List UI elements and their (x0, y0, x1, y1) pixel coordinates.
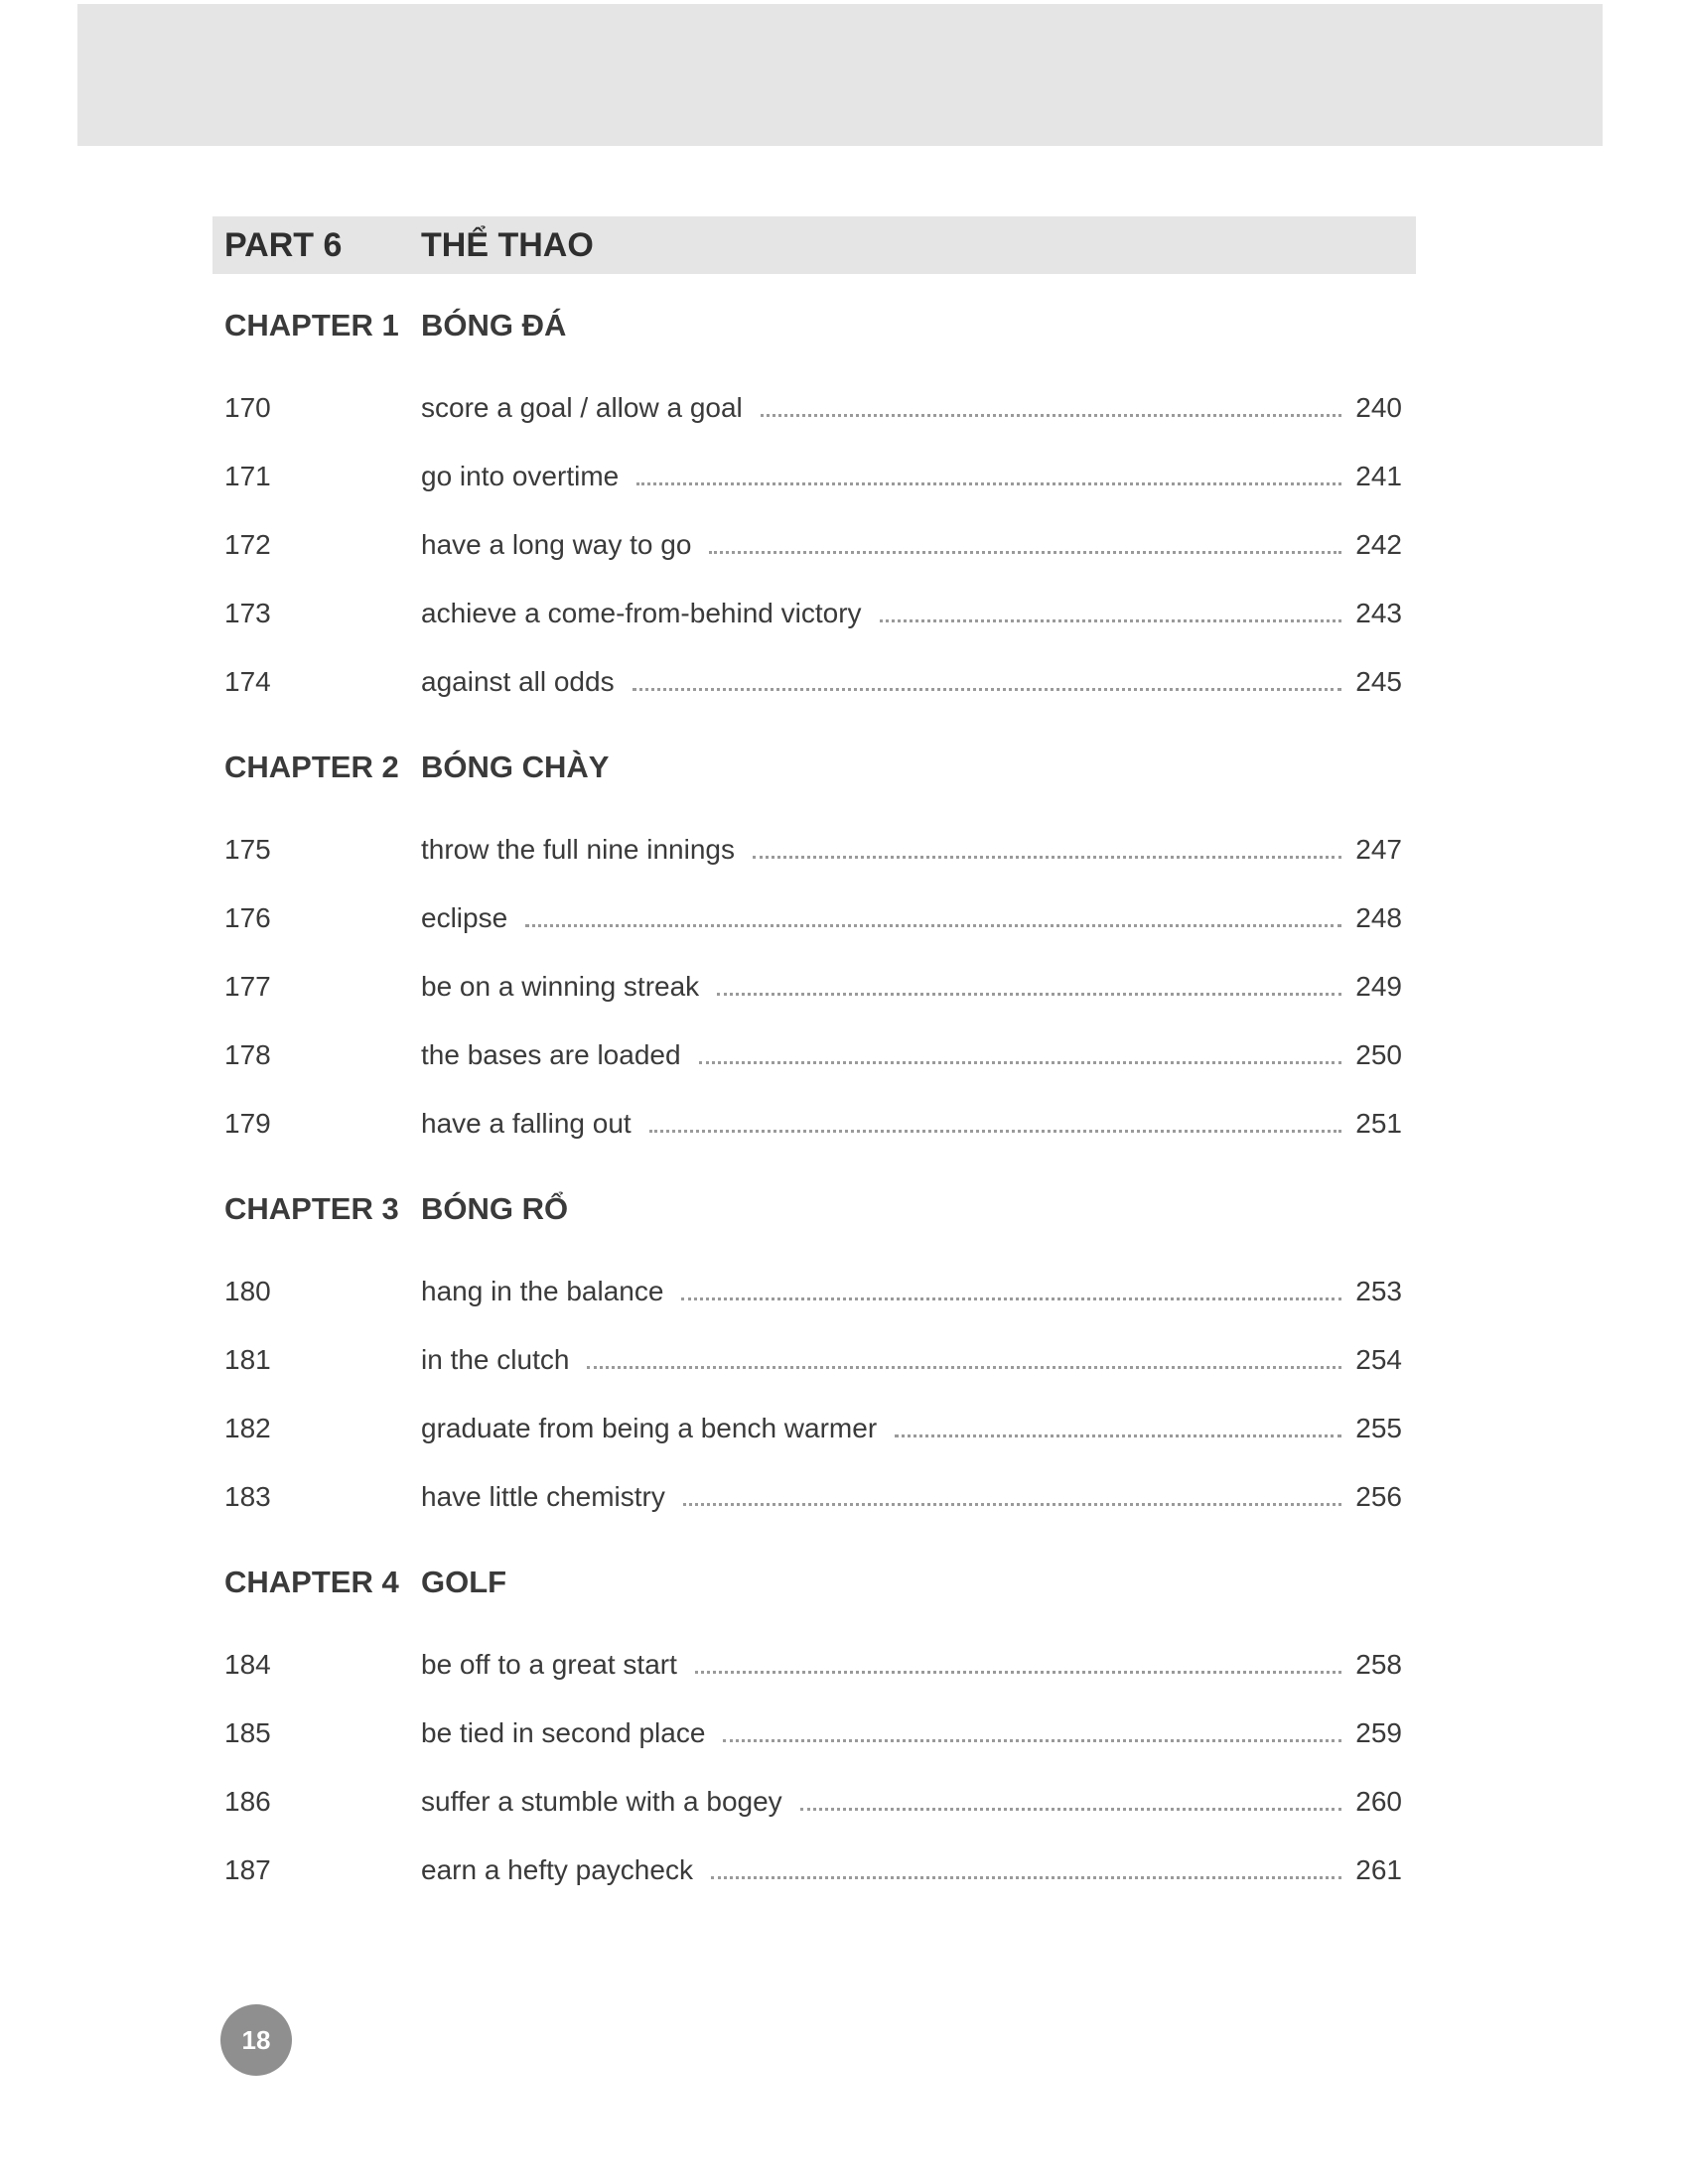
entry-number: 178 (224, 1038, 271, 1070)
entry-title: be tied in second place (421, 1716, 706, 1748)
chapter-heading (212, 1183, 1416, 1235)
entry-title: the bases are loaded (421, 1038, 681, 1070)
entry-number: 181 (224, 1343, 271, 1375)
chapter-label: CHAPTER 3 (224, 1191, 399, 1226)
entry-number: 180 (224, 1275, 271, 1306)
toc-entry[interactable] (212, 1257, 1416, 1325)
toc-entry[interactable] (212, 1325, 1416, 1394)
entry-title: achieve a come-from-behind victory (421, 597, 862, 628)
entry-page: 261 (1355, 1853, 1402, 1885)
entry-title: have a falling out (421, 1107, 632, 1139)
entry-title: suffer a stumble with a bogey (421, 1785, 782, 1817)
toc-entry[interactable] (212, 952, 1416, 1021)
entry-page: 248 (1355, 901, 1402, 933)
header-band (77, 4, 1603, 146)
entry-title: against all odds (421, 665, 615, 697)
chapter-heading (212, 1557, 1416, 1608)
entry-page: 253 (1355, 1275, 1402, 1306)
entry-number: 172 (224, 528, 271, 560)
dot-leader (711, 1876, 1341, 1879)
entry-title: hang in the balance (421, 1275, 664, 1306)
entry-number: 186 (224, 1785, 271, 1817)
toc-entry[interactable] (212, 373, 1416, 442)
toc-entry[interactable] (212, 579, 1416, 647)
toc-entry[interactable] (212, 1630, 1416, 1699)
chapter-title: BÓNG CHÀY (421, 750, 610, 784)
toc-entry[interactable] (212, 1767, 1416, 1836)
toc-entry[interactable] (212, 1462, 1416, 1531)
toc-entry[interactable] (212, 1699, 1416, 1767)
entry-number: 170 (224, 391, 271, 423)
chapter-label: CHAPTER 4 (224, 1565, 399, 1599)
entry-title: have little chemistry (421, 1480, 665, 1512)
chapter-heading (212, 300, 1416, 351)
chapter-label: CHAPTER 2 (224, 750, 399, 784)
entry-page: 259 (1355, 1716, 1402, 1748)
dot-leader (699, 1061, 1342, 1064)
entry-title: graduate from being a bench warmer (421, 1412, 878, 1443)
dot-leader (709, 551, 1341, 554)
chapter-title: BÓNG ĐÁ (421, 308, 567, 342)
entry-title: be on a winning streak (421, 970, 700, 1002)
entry-title: be off to a great start (421, 1648, 677, 1680)
entry-number: 185 (224, 1716, 271, 1748)
dot-leader (649, 1130, 1342, 1133)
entry-title: go into overtime (421, 460, 620, 491)
entry-page: 242 (1355, 528, 1402, 560)
entry-number: 187 (224, 1853, 271, 1885)
entry-page: 251 (1355, 1107, 1402, 1139)
toc-entry[interactable] (212, 1394, 1416, 1462)
entry-title: eclipse (421, 901, 508, 933)
chapter-title: GOLF (421, 1565, 507, 1599)
entry-number: 175 (224, 833, 271, 865)
dot-leader (525, 924, 1341, 927)
part-header (212, 216, 1416, 274)
entry-page: 249 (1355, 970, 1402, 1002)
toc-entry[interactable] (212, 1836, 1416, 1904)
dot-leader (761, 414, 1342, 417)
entry-page: 240 (1355, 391, 1402, 423)
dot-leader (895, 1434, 1341, 1437)
entry-page: 258 (1355, 1648, 1402, 1680)
dot-leader (723, 1739, 1341, 1742)
dot-leader (753, 856, 1341, 859)
part-title: THỂ THAO (421, 225, 594, 264)
table-of-contents (212, 216, 1416, 1904)
entry-title: earn a hefty paycheck (421, 1853, 693, 1885)
toc-entry[interactable] (212, 510, 1416, 579)
entry-page: 255 (1355, 1412, 1402, 1443)
entry-number: 171 (224, 460, 271, 491)
dot-leader (683, 1503, 1341, 1506)
part-label: PART 6 (224, 225, 343, 264)
dot-leader (681, 1297, 1341, 1300)
chapter-title: BÓNG RỔ (421, 1191, 569, 1226)
entry-number: 174 (224, 665, 271, 697)
entry-page: 254 (1355, 1343, 1402, 1375)
chapter-label: CHAPTER 1 (224, 308, 399, 342)
toc-entry[interactable] (212, 1021, 1416, 1089)
entry-page: 241 (1355, 460, 1402, 491)
entry-page: 250 (1355, 1038, 1402, 1070)
toc-entry[interactable] (212, 815, 1416, 884)
entry-title: have a long way to go (421, 528, 692, 560)
entry-number: 176 (224, 901, 271, 933)
entry-page: 256 (1355, 1480, 1402, 1512)
dot-leader (880, 619, 1342, 622)
dot-leader (717, 993, 1341, 996)
toc-entry[interactable] (212, 647, 1416, 716)
entry-title: in the clutch (421, 1343, 570, 1375)
entry-page: 247 (1355, 833, 1402, 865)
entry-number: 177 (224, 970, 271, 1002)
entry-number: 179 (224, 1107, 271, 1139)
dot-leader (636, 482, 1341, 485)
entry-title: score a goal / allow a goal (421, 391, 743, 423)
entry-page: 243 (1355, 597, 1402, 628)
entry-page: 245 (1355, 665, 1402, 697)
dot-leader (633, 688, 1342, 691)
entry-number: 184 (224, 1648, 271, 1680)
entry-page: 260 (1355, 1785, 1402, 1817)
dot-leader (695, 1671, 1341, 1674)
entry-title: throw the full nine innings (421, 833, 735, 865)
chapter-heading (212, 742, 1416, 793)
entry-number: 182 (224, 1412, 271, 1443)
toc-entry[interactable] (212, 1089, 1416, 1158)
dot-leader (800, 1808, 1342, 1811)
page-number-badge: 18 (220, 2004, 292, 2076)
toc-entry[interactable] (212, 884, 1416, 952)
entry-number: 183 (224, 1480, 271, 1512)
entry-number: 173 (224, 597, 271, 628)
toc-entry[interactable] (212, 442, 1416, 510)
dot-leader (587, 1366, 1341, 1369)
